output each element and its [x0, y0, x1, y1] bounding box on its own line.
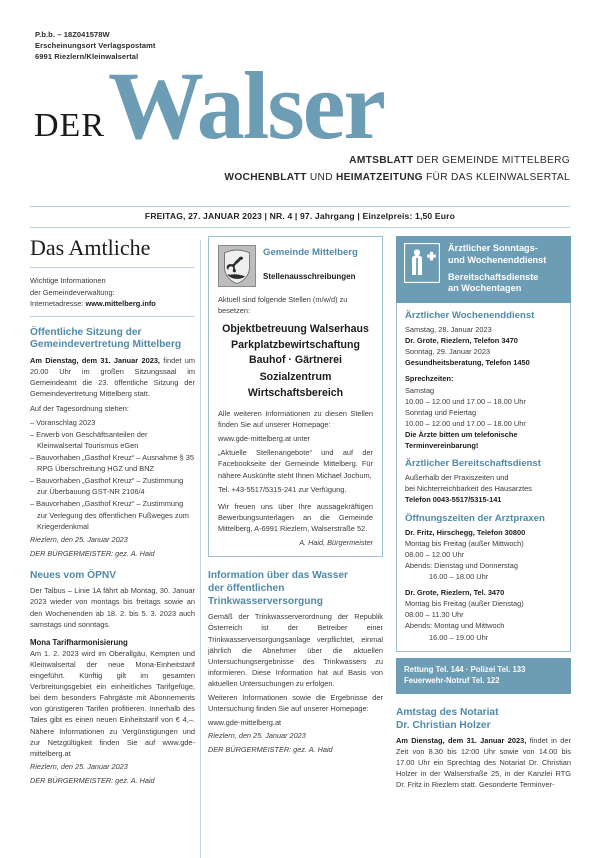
bereitschaft-line-2: bei Nichterreichbarkeit des Hausarztes [405, 484, 532, 494]
heading-bereitschaftsdienst: Ärztlicher Bereitschaftsdienst [405, 458, 541, 470]
page-title: Das Amtliche [30, 235, 151, 260]
notariat-text-rest: findet in der Zeit von 8.30 bis 12:00 Uhr sowie von 14.00 bis 17.00 Uhr ein Sprechtag des Notariat Dr. Christian Holzer in der Walserstraße 25, in der Kanzlei RTG Dr. Fritz in Riezlern statt. Gesonderte Terminver- [396, 735, 571, 789]
bereitschaft-phone: Telefon 0043-5517/5315-141 [405, 495, 502, 505]
appointment-note-line-2: Terminvereinbarung! [405, 441, 479, 451]
masthead-subtitle-2-mid: UND [306, 172, 336, 183]
jobs-paragraph-3: „Aktuelle Stellenangebote“ und auf der Facebookseite der Gemeinde Mittelberg. Für nähere Auskünfte steht Ihnen Michael Jochum, [218, 448, 373, 480]
list-item: – Voranschlag 2023 [30, 417, 96, 427]
wasser-heading-line-3: Trinkwasserversorgung [208, 595, 323, 607]
divider-below-dateline [30, 227, 570, 228]
column-middle [208, 236, 383, 756]
praxis-2-evening-days: Abends: Montag und Mittwoch [405, 621, 505, 631]
praxis-2-evening-hours: 16.00 – 19.00 Uhr [429, 632, 489, 642]
wasser-signature-mayor: DER BÜRGERMEISTER: gez. A. Haid [208, 745, 333, 755]
oepnv-signature-mayor: DER BÜRGERMEISTER: gez. A. Haid [30, 775, 155, 785]
sitzung-paragraph-1 [30, 355, 195, 399]
postal-line-1: P.b.b. – 18Z041578W [35, 30, 110, 39]
postal-line-3: 6991 Riezlern/Kleinwalsertal [35, 51, 139, 61]
medical-header-line-2: und Wochenenddienst [448, 254, 547, 265]
masthead-subtitle-1-rest: DER GEMEINDE MITTELBERG [413, 155, 570, 166]
jobs-paragraph-1: Alle weiteren Informationen zu diesen Stellen finden Sie auf unserer Homepage: [218, 409, 373, 430]
wasser-paragraph-1: Gemäß der Trinkwasserverordnung der Republik Österreich ist der Betreiber einer Trinkwasserversorgungsanlage verpflichtet, einmal jährlich die Abnehmer über die aktuellen Untersuchungsergebnisse des Trinkwassers zu informieren. Diese Information hat auf Basis von aktuellen Untersuchungen zu erfolgen. [208, 612, 383, 689]
masthead-subtitle-1-bold: AMTSBLATT [349, 155, 414, 166]
sunday-hours-label: Sonntag und Feiertag [405, 407, 477, 417]
intro-line-2: der Gemeindeverwaltung: [30, 287, 115, 297]
intro-line-1: Wichtige Informationen [30, 276, 106, 286]
sitzung-paragraph-2: Auf der Tagesordnung stehen: [30, 403, 129, 413]
sitzung-p1-rest: findet um 20.00 Uhr im großen Sitzungssaal im Gemeindeamt die 23. öffentliche Sitzung der Gemeindevertretung Mittelberg statt. [30, 356, 195, 399]
bereitschaft-line-1: Außerhalb der Praxiszeiten und [405, 473, 509, 483]
praxis-2-doctor: Dr. Grote, Riezlern, Tel. 3470 [405, 588, 505, 598]
divider-under-intro [30, 316, 195, 317]
heading-wochenenddienst: Ärztlicher Wochenenddienst [405, 310, 535, 322]
saturday-doctor: Dr. Grote, Riezlern, Telefon 3470 [405, 336, 518, 346]
sitzung-heading-line-2: Gemeindevertretung Mittelberg [30, 339, 182, 351]
heading-arztpraxen: Öffnungszeiten der Arztpraxen [405, 512, 545, 524]
job-item: Parkplatzbewirtschaftung [231, 338, 360, 351]
job-item: Wirtschaftsbereich [247, 386, 344, 399]
medical-header-text [448, 243, 546, 295]
sunday-doctor: Gesundheitsberatung, Telefon 1450 [405, 358, 530, 368]
oepnv-paragraph-2: Am 1. 2. 2023 wird im Oberallgäu, Kempten und Kleinwalsertal der neue Mona-Einheitstarif eingeführt. Künftig gilt im gesamten Verbreitungsgebiet ein einheitliches Tarifgefüge, bei dem besonders Fahrgäste mit Abonnements von günstigeren Tarifen profitieren. Innerhalb des Tales gibt es einen neuen Einheitstarif von € 4,–. Nähere Informationen zu Vergünstigungen und zur Netzgültigkeit finden Sie auf www.gde-mittelberg.at [30, 648, 195, 758]
list-item: – Bauvorhaben „Gasthof Kreuz“ – Ausnahme § 35 RPG Überschreitung HGZ und BNZ [30, 452, 194, 474]
list-item: – Erwerb von Geschäftsanteilen der Kleinwalsertal Tourismus eGen [30, 429, 148, 450]
article-heading-sitzung [30, 327, 195, 353]
divider-above-dateline [30, 206, 570, 207]
sunday-date: Sonntag, 29. Januar 2023 [405, 347, 491, 357]
jobs-signature: A. Haid, Bürgermeister [299, 538, 373, 548]
medical-service-body [396, 303, 571, 652]
praxis-1-hours: 08.00 – 12.00 Uhr [405, 549, 465, 559]
notariat-paragraph [396, 735, 571, 791]
oepnv-paragraph-1: Der Talbus – Linie 1A fährt ab Montag, 30. Januar 2023 wieder von montags bis freitags sowie an den Wochenenden ab 18. 2. bis 5. 3. 2023 auch samstags und sonntags. [30, 586, 195, 629]
intro-block [30, 275, 195, 309]
masthead-subtitle-1 [349, 155, 570, 166]
sitzung-signature-place: Riezlern, den 25. Januar 2023 [30, 534, 128, 544]
column-divider-left [200, 240, 201, 858]
divider-under-title [30, 267, 195, 268]
sitzung-signature-mayor: DER BÜRGERMEISTER: gez. A. Haid [30, 548, 155, 558]
job-list [218, 322, 373, 401]
praxis-1-evening-days: Abends: Dienstag und Donnerstag [405, 560, 518, 570]
praxis-2-hours: 08.00 – 11.30 Uhr [405, 610, 464, 620]
article-heading-wasser [208, 570, 383, 608]
saturday-hours: 10.00 – 12.00 und 17.00 – 18.00 Uhr [405, 396, 526, 406]
sprechzeiten-label: Sprechzeiten: [405, 374, 454, 384]
masthead-walser: Walser [108, 52, 384, 159]
gemeinde-title: Gemeinde Mittelberg [263, 247, 358, 258]
job-postings-box [208, 236, 383, 557]
masthead-subtitle-2 [224, 172, 570, 183]
job-item: Objektbetreuung Walserhaus [222, 323, 369, 336]
column-right [396, 236, 571, 793]
masthead-subtitle-2-bold-2: HEIMATZEITUNG [335, 172, 423, 183]
medical-header-line-4: an Wochentagen [448, 283, 522, 294]
list-item: – Bauvorhaben „Gasthof Kreuz“ – Zustimmung zur Überbauung GST-NR 2106/4 [30, 476, 184, 497]
notariat-date-bold: Am Dienstag, dem 31. Januar 2023, [396, 735, 527, 745]
medical-service-header [396, 236, 571, 303]
jobs-paragraph-5: Wir freuen uns über Ihre aussagekräftigen Bewerbungsunterlagen an die Gemeinde Mittelberg, A-6991 Riezlern, Walserstraße 52. [218, 501, 373, 533]
wasser-homepage-url[interactable]: www.gde-mittelberg.at [208, 718, 282, 728]
notariat-heading-line-2: Dr. Christian Holzer [396, 719, 491, 731]
emergency-numbers-box [396, 658, 571, 694]
dateline: FREITAG, 27. JANUAR 2023 | NR. 4 | 97. Jahrgang | Einzelpreis: 1,50 Euro [144, 211, 456, 221]
praxis-2-days: Montag bis Freitag (außer Dienstag) [405, 599, 524, 609]
masthead-der: DER [34, 107, 105, 144]
jobs-intro: Aktuell sind folgende Stellen (m/w/d) zu besetzen: [218, 295, 348, 316]
wasser-paragraph-2: Weiteren Informationen sowie die Ergebnisse der Untersuchung finden Sie auf unserer Homepage: [208, 693, 383, 714]
column-left [30, 236, 195, 787]
praxis-1-doctor: Dr. Fritz, Hirschegg, Telefon 30800 [405, 527, 526, 537]
appointment-note-line-1: Die Ärzte bitten um telefonische [405, 430, 518, 440]
emergency-line-1: Rettung Tel. 144 · Polizei Tel. 133 [404, 664, 526, 674]
mittelberg-coat-of-arms-icon [218, 245, 256, 287]
doctor-cross-icon [404, 243, 440, 283]
oepnv-subheading: Mona Tarifharmonisierung [30, 637, 128, 647]
gemeinde-subtitle: Stellenausschreibungen [263, 271, 356, 281]
sunday-hours: 10.00 – 12.00 und 17.00 – 18.00 Uhr [405, 418, 526, 428]
job-item: Bauhof · Gärtnerei [248, 353, 342, 366]
praxis-1-days: Montag bis Freitag (außer Mittwoch) [405, 538, 524, 548]
intro-label: Internetadresse: [30, 299, 86, 309]
job-item: Sozialzentrum [259, 371, 332, 384]
heading-notariat [396, 707, 571, 733]
intro-line-3 [30, 298, 195, 309]
notariat-section [396, 707, 571, 790]
wasser-heading-line-1: Information über das Wasser [208, 570, 349, 582]
jobs-homepage-url[interactable]: www.gde-mittelberg.at unter [218, 434, 311, 444]
wasser-heading-line-2: der öffentlichen [208, 582, 285, 594]
saturday-date: Samstag, 28. Januar 2023 [405, 325, 492, 335]
crest-row [218, 245, 373, 287]
medical-header-line-1: Ärztlicher Sonntags- [448, 243, 538, 253]
oepnv-signature-place: Riezlern, den 25. Januar 2023 [30, 761, 128, 771]
list-item: – Bauvorhaben „Gasthof Kreuz“ – Zustimmung zur Verlegung des öffentlichen Fußweges zum Kriegerdenkmal [30, 499, 189, 531]
website-link[interactable]: www.mittelberg.info [85, 299, 156, 309]
sitzung-heading-line-1: Öffentliche Sitzung der [30, 326, 142, 338]
agenda-list [30, 417, 195, 532]
masthead-subtitle-2-rest: FÜR DAS KLEINWALSERTAL [422, 172, 570, 183]
postal-line-2: Erscheinungsort Verlagspostamt [35, 40, 156, 50]
masthead-subtitle-2-bold-1: WOCHENBLATT [224, 172, 307, 183]
saturday-hours-label: Samstag [405, 385, 435, 395]
praxis-1-evening-hours: 16.00 – 18.00 Uhr [429, 571, 489, 581]
article-heading-oepnv: Neues vom ÖPNV [30, 569, 117, 581]
medical-header-line-3: Bereitschaftsdienste [448, 271, 539, 282]
jobs-phone: Tel. +43-5517/5315-241 zur Verfügung. [218, 484, 347, 494]
wasser-signature-place: Riezlern, den 25. Januar 2023 [208, 731, 306, 741]
crest-text [263, 245, 358, 281]
sitzung-date-bold: Am Dienstag, dem 31. Januar 2023, [30, 356, 160, 366]
emergency-line-2: Feuerwehr-Notruf Tel. 122 [404, 676, 500, 686]
notariat-heading-line-1: Amtstag des Notariat [396, 707, 499, 719]
